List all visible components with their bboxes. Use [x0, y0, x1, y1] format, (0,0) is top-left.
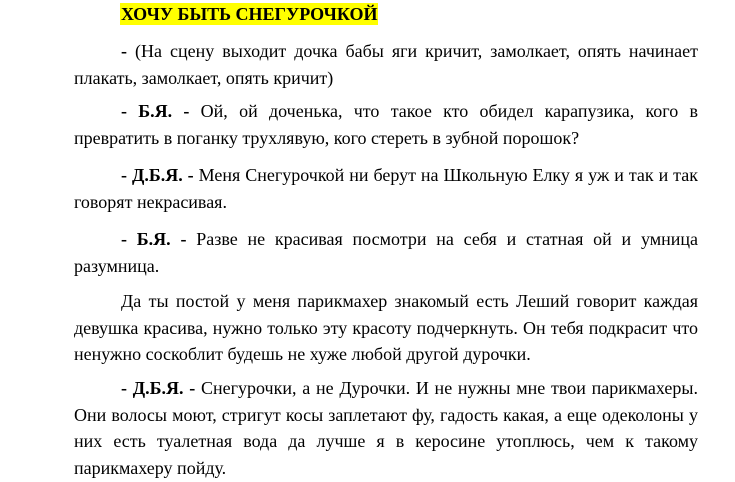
speaker-label: - Д.Б.Я. - — [121, 165, 199, 185]
speaker-label: - Б.Я. - — [121, 229, 197, 249]
paragraph-text: Меня Снегурочкой ни берут на Школьную Елку я уж и так и так говорят некрасивая. — [74, 165, 698, 212]
paragraph-baba-yaga-1 — [74, 98, 698, 151]
paragraph-text: Снегурочки, а не Дурочки. И не нужны мне твои парикмахеры. Они волосы моют, стригут косы заплетают фу, гадость какая, а еще одеколоны у них есть туалетная вода да лучше я в керосине утоплюсь, чем к такому парикмахеру пойду. — [74, 378, 698, 478]
paragraph-daughter-2 — [74, 375, 698, 481]
paragraph-text: Да ты постой у меня парикмахер знакомый есть Леший говорит каждая девушка красива, нужно только эту красоту подчеркнуть. Он тебя подкрасит что ненужно соскоблит будешь не хуже любой другой дурочки. — [74, 291, 698, 364]
paragraph-baba-yaga-2 — [74, 226, 698, 279]
paragraph-text: (На сцену выходит дочка бабы яги кричит, замолкает, опять начинает плакать, замолкает, опять кричит) — [74, 41, 698, 88]
paragraph-daughter-1 — [74, 162, 698, 215]
paragraph-stage-direction — [74, 38, 698, 91]
paragraph-baba-yaga-3 — [74, 288, 698, 368]
page-title: ХОЧУ БЫТЬ СНЕГУРОЧКОЙ — [121, 4, 378, 24]
paragraph-text: Разве не красивая посмотри на себя и статная ой и умница разумница. — [74, 229, 699, 276]
paragraph-text: Ой, ой доченька, что такое кто обидел карапузика, кого в превратить в поганку трухлявую, кого стереть в зубной порошок? — [74, 101, 698, 148]
speaker-label: - Д.Б.Я. - — [121, 378, 202, 398]
speaker-label: - Б.Я. - — [121, 101, 201, 121]
speaker-label: - — [121, 41, 135, 61]
